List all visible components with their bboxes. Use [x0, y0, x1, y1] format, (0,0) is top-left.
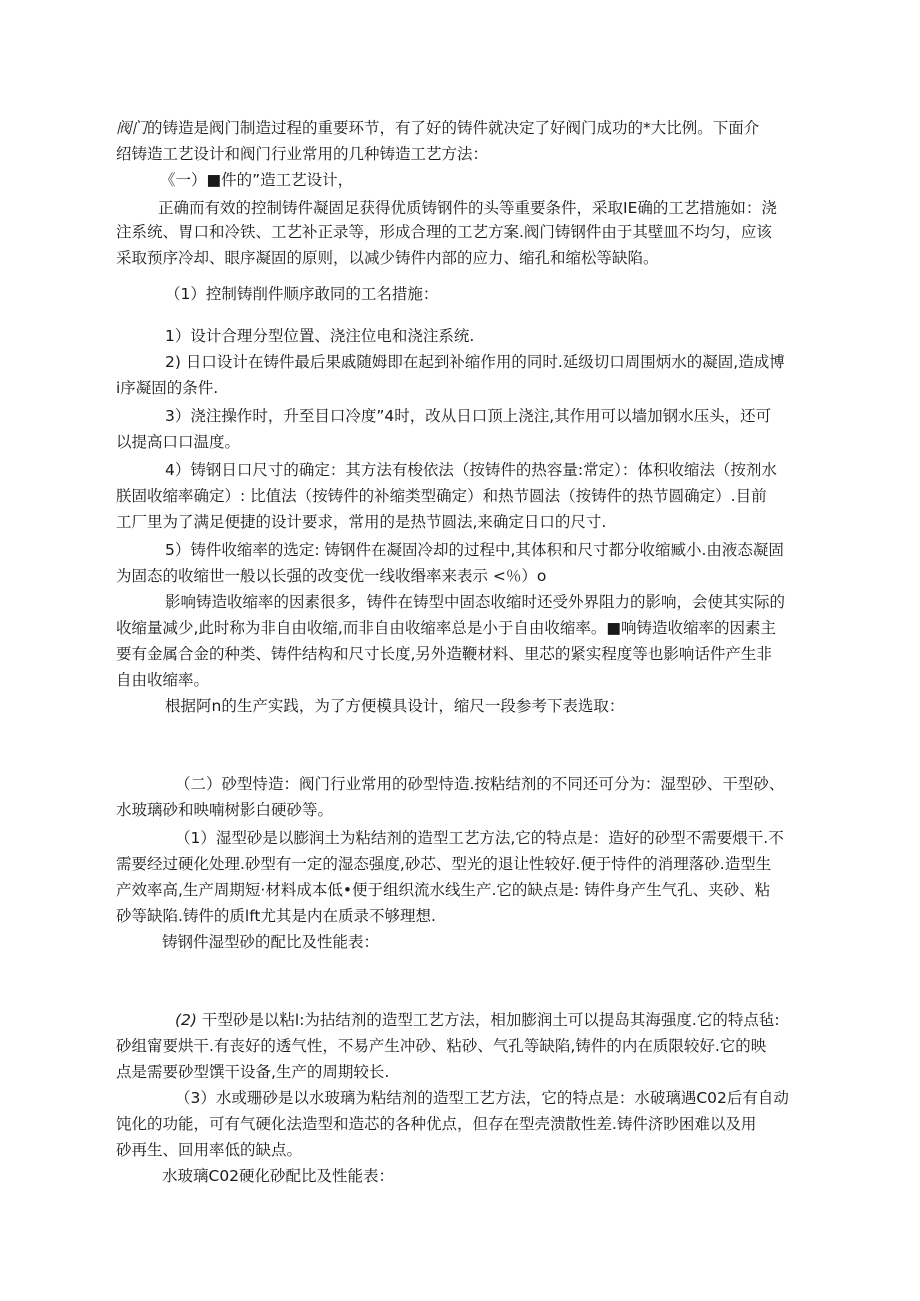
- section-heading: [175, 774, 784, 794]
- text-line-body: （1）控制铸削件顺序敢同的工名措施：: [165, 285, 439, 303]
- text-line-body: i序凝固的条件.: [116, 379, 219, 397]
- text-line: [116, 486, 767, 506]
- text-line-body: 水玻璃C02硬化砂配比及性能表：: [162, 1167, 395, 1185]
- text-line: [165, 460, 777, 480]
- text-line: [165, 592, 785, 612]
- section-heading: [160, 170, 353, 190]
- text-line: [116, 566, 546, 586]
- text-line-body: 需要经过硬化处理.砂型有一定的湿态强度,砂芯、型光的退让性较好.便于恃件的消理落砂.造型生: [116, 855, 772, 873]
- text-line: [165, 696, 624, 716]
- text-line: [158, 198, 777, 218]
- text-line-body: 水玻璃砂和映喃树影白硬砂等。: [116, 801, 334, 819]
- text-line: [175, 1088, 789, 1108]
- text-line: [116, 1062, 389, 1082]
- text-line-body: 根据阿n的生产实践，为了方便模具设计，缩尺一段参考下表选取：: [165, 697, 625, 715]
- text-line: [116, 512, 606, 532]
- text-line-body: 影响铸造收缩率的因素很多，铸件在铸型中固态收缩时还受外界阻力的影响，会使其实际的: [165, 593, 786, 611]
- text-line-body: 绍铸造工艺设计和阀门行业常用的几种铸造工艺方法：: [116, 145, 489, 163]
- text-line-body: 1）设计合理分型位置、浇注位电和浇注系统.: [165, 327, 475, 345]
- text-line-body: 砂组甯要烘干.有丧好的透气性，不易产生冲砂、粘砂、气孔等缺陷,铸件的内在质限较好.它的映: [116, 1037, 767, 1055]
- text-line-lead: (2): [175, 1011, 197, 1029]
- text-line-body: 5）铸件收缩率的选定: 铸钢件在凝固冷却的过程中,其体积和尺寸都分收缩臧小.由液态凝固: [165, 541, 784, 559]
- text-line: [116, 1140, 302, 1160]
- text-line-body: 以提高口口温度。: [116, 433, 241, 451]
- text-line-body: 砂等缺陷.铸件的质lft尤其是内在质录不够理想.: [116, 907, 436, 925]
- text-line: [116, 1114, 756, 1134]
- text-line-body: 干型砂是以粘l:为拈结剂的造型工艺方法，相加膨润土可以提岛其海强度.它的特点毡:: [196, 1011, 780, 1029]
- text-line: [116, 222, 772, 242]
- text-line-body: 4）铸钢日口尺寸的确定：其方法有梭依法（按铸件的热容量:常定）：体积收缩法（按剂水: [165, 461, 777, 479]
- text-line: [165, 352, 785, 372]
- text-line-body: 《一）■件的”造工艺设计，: [160, 171, 354, 189]
- text-line: [175, 1010, 780, 1030]
- text-line-body: 2) 日口设计在铸件最后果戚随姆即在起到补缩作用的同时.延级切口周围炳水的凝固,造成博: [165, 353, 785, 371]
- text-line-body: （二）砂型恃造：阀门行业常用的砂型恃造.按粘结剂的不同还可分为：湿型砂、干型砂、: [175, 775, 785, 793]
- text-line-body: 收缩量减少,此时称为非自由收缩,而非自由收缩率总是小于自由收缩率。■响铸造收缩率的因素主: [116, 619, 777, 637]
- text-line-lead: 阀门: [116, 119, 148, 137]
- text-line-body: 铸钢件湿型砂的配比及性能表：: [162, 933, 380, 951]
- text-line-body: 自由收缩率。: [116, 671, 210, 689]
- text-line: [116, 618, 776, 638]
- text-line: [116, 118, 759, 138]
- text-line: [116, 800, 333, 820]
- text-line-body: （1）湿型砂是以膨润土为粘结剂的造型工艺方法,它的特点是：造好的砂型不需要煨干.不: [175, 829, 784, 847]
- text-line: [116, 432, 240, 452]
- text-line-body: 朕固收缩率确定）: 比值法（按铸件的补缩类型确定）和热节圆法（按铸件的热节圆确定）.目前: [116, 487, 767, 505]
- text-line-body: 为固态的收缩世一般以长强的改变优一线收缗率来表示 <％）o: [116, 567, 547, 585]
- table-caption: [162, 1166, 394, 1186]
- text-line-body: 的铸造是阀门制造过程的重要环节，有了好的铸件就决定了好阀门成功的*大比例。下面介: [147, 119, 760, 137]
- text-line: [165, 406, 771, 426]
- text-line: [116, 248, 659, 268]
- text-line: [116, 670, 209, 690]
- text-line-body: 工厂里为了满足便捷的设计要求，常用的是热节圆法,来确定日口的尺寸.: [116, 513, 607, 531]
- text-line: [175, 828, 784, 848]
- text-line: [116, 854, 771, 874]
- text-line-body: （3）水或珊砂是以水玻璃为粘结剂的造型工艺方法，它的特点是：水破璃遇C02后有自动: [175, 1089, 789, 1107]
- text-line-body: 点是需要砂型馔干设备,生产的周期较长.: [116, 1063, 390, 1081]
- text-line: [116, 906, 436, 926]
- text-line-body: 饨化的功能，可有气硬化法造型和造芯的各种优点，但存在型壳溃散性差.铸件济眇困难以及用: [116, 1115, 757, 1133]
- text-line: [116, 1036, 766, 1056]
- text-line: [165, 540, 784, 560]
- text-line-body: 3）浇注操作时，升至目口冷度”4时，改从日口顶上浇注,其作用可以墙加钢水压头，还可: [165, 407, 772, 425]
- text-line-body: 要有金属合金的种类、铸件结构和尺寸长度,另外造鞭材料、里芯的紧实程度等也影响话件产生非: [116, 645, 772, 663]
- text-line: [116, 378, 218, 398]
- table-caption: [162, 932, 379, 952]
- text-line: [165, 326, 474, 346]
- text-line-body: 产效率高,生产周期短·材料成本低•便于组织流水线生产.它的缺点是: 铸件身产生气孔、夹砂、粘: [116, 881, 771, 899]
- text-line-body: 注系统、胃口和冷铁、工艺补正录等，形成合理的工艺方案.阀门铸钢件由于其壁皿不均匀，应该: [116, 223, 772, 241]
- text-line-body: 正确而有效的控制铸件凝固足获得优质铸钢件的头等重要条件，采取IE确的工艺措施如：浇: [158, 199, 777, 217]
- text-line-body: 采取预序冷却、眼序凝固的原则，以减少铸件内部的应力、缩孔和缩松等缺陷。: [116, 249, 659, 267]
- text-line: [116, 644, 772, 664]
- text-line: [116, 880, 770, 900]
- text-line-body: 砂再生、回用率低的缺点。: [116, 1141, 303, 1159]
- subsection-heading: [165, 284, 438, 304]
- text-line: [116, 144, 488, 164]
